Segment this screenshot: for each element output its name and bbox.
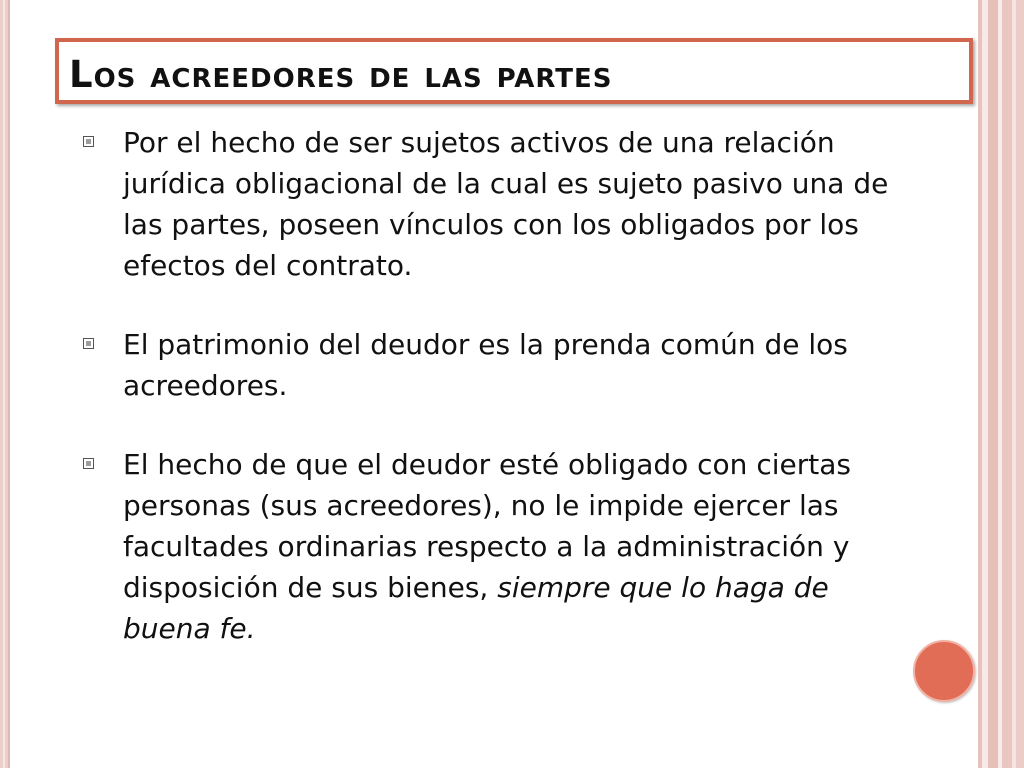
- square-bullet-icon: [83, 458, 94, 469]
- square-bullet-icon: [83, 338, 94, 349]
- bullet-item-3: [80, 444, 910, 649]
- left-frame-border: [0, 0, 10, 768]
- bullet-text: Por el hecho de ser sujetos activos de una relación jurídica obligacional de la cual es sujeto pasivo una de las partes, poseen vínculos con los obligados por los efectos del contrato.: [123, 126, 889, 282]
- bullet-text: El patrimonio del deudor es la prenda común de los acreedores.: [123, 328, 848, 402]
- decorative-circle: [913, 640, 975, 702]
- bullet-item-2: [80, 324, 910, 406]
- bullet-text: El hecho de que el deudor esté obligado con ciertas personas (sus acreedores), no le impide ejercer las facultades ordinarias respecto a la administración y disposición de sus bienes,: [123, 448, 851, 604]
- slide-title: Los acreedores de las partes: [69, 53, 613, 96]
- bullet-text-italic: siempre que lo haga de buena fe.: [123, 571, 829, 645]
- bullet-list: [80, 122, 910, 649]
- title-box: [55, 38, 973, 104]
- square-bullet-icon: [83, 136, 94, 147]
- bullet-item-1: [80, 122, 910, 286]
- right-frame-border: [978, 0, 1024, 768]
